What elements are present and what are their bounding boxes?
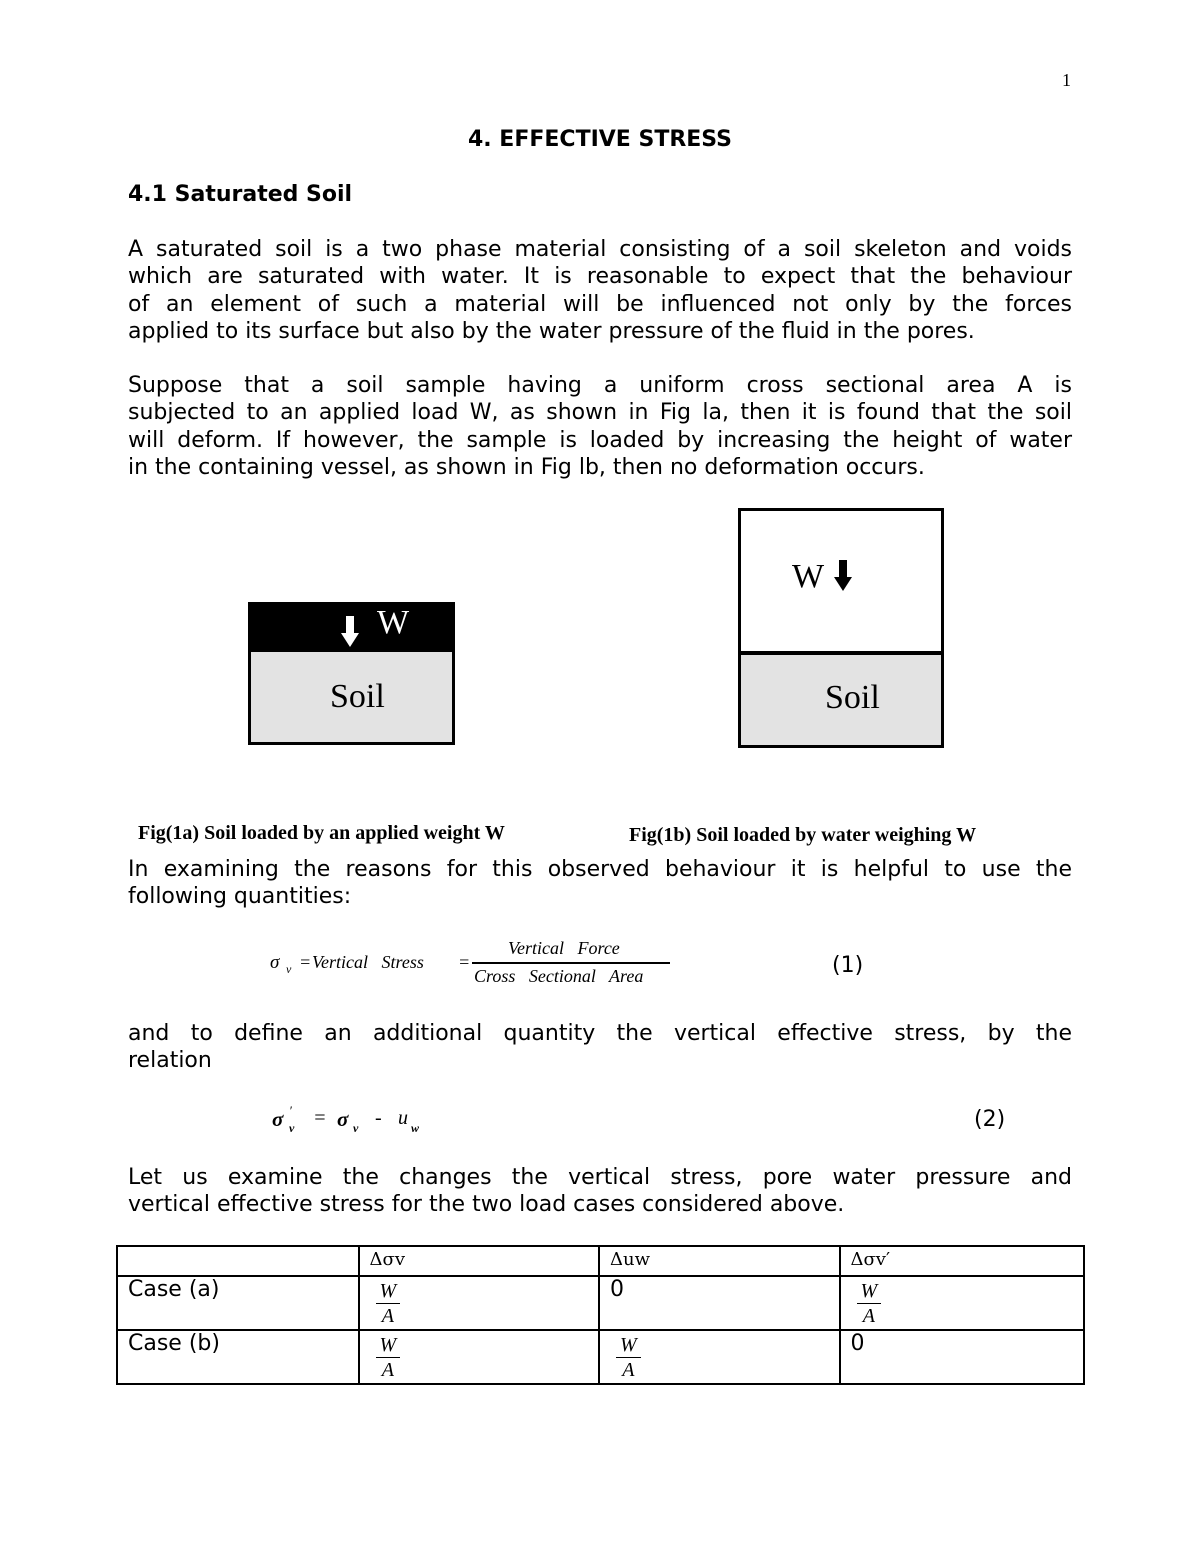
paragraph-quantities — [128, 856, 1072, 911]
weight-label-b: W — [792, 558, 825, 595]
table-cell: 0 — [840, 1330, 1085, 1384]
text-line: Suppose that a soil sample having a uniform cross sectional area A is — [128, 373, 1072, 398]
page-title: 4. EFFECTIVE STRESS — [467, 127, 732, 152]
table-cell — [840, 1276, 1085, 1330]
eq1-sigma: σ — [270, 952, 280, 973]
page-number: 1 — [1062, 70, 1071, 90]
section-title: 4.1 Saturated Soil — [128, 182, 353, 207]
eq2-sigma-prime: σ — [272, 1107, 284, 1131]
text-line: which are saturated with water. It is reasonable to expect that the behaviour — [128, 264, 1072, 290]
row-label: Case (b) — [117, 1330, 359, 1384]
table-cell — [599, 1330, 839, 1384]
text-line: Let us examine the changes the vertical stress, pore water pressure and — [128, 1165, 1072, 1190]
table-header-cell — [117, 1246, 359, 1276]
table-row — [117, 1276, 1084, 1330]
eq1-fraction-bar — [472, 962, 670, 964]
figure-1a-caption: Fig(1a) Soil loaded by an applied weight W — [138, 822, 505, 844]
eq2-prime: ′ — [289, 1103, 292, 1118]
stress-change-table — [116, 1245, 1085, 1385]
fraction — [616, 1333, 641, 1382]
soil-label-a: Soil — [330, 678, 385, 715]
header-delta-uw — [599, 1246, 839, 1276]
soil-label-b: Soil — [825, 679, 880, 716]
table-cell: 0 — [599, 1276, 839, 1330]
fraction — [376, 1333, 401, 1382]
text-line: In examining the reasons for this observed behaviour it is helpful to use the — [128, 857, 1072, 882]
text-line: of an element of such a material will be influenced not only by the forces — [128, 291, 1072, 317]
eq1-equals-2: = — [458, 952, 471, 972]
down-arrow-icon — [833, 560, 853, 592]
table-header-row — [117, 1246, 1084, 1276]
fraction-numerator: W — [376, 1333, 401, 1358]
row-label: Case (a) — [117, 1276, 359, 1330]
text-line: subjected to an applied load W, as shown in Fig la, then it is found that the soil — [128, 400, 1072, 426]
weight-label-a: W — [377, 604, 410, 641]
eq2-u-sub: w — [411, 1121, 420, 1135]
eq1-vertical-stress: Vertical Stress — [312, 952, 424, 972]
fraction-denominator: A — [381, 1359, 394, 1381]
text-line: applied to its surface but also by the water pressure of the fluid in the pores. — [128, 318, 975, 344]
header-text: Δσv — [369, 1249, 405, 1270]
text-line: will deform. If however, the sample is loaded by increasing the height of water — [128, 427, 1072, 453]
table-cell — [359, 1330, 599, 1384]
eq2-sigma-prime-sub: v — [289, 1121, 295, 1135]
fraction-denominator: A — [862, 1305, 875, 1327]
fraction-numerator: W — [616, 1333, 641, 1358]
header-delta-sigma-v — [359, 1246, 599, 1276]
table-cell — [359, 1276, 599, 1330]
header-text: Δσv′ — [850, 1249, 891, 1270]
fraction — [376, 1279, 401, 1328]
eq2-minus: - — [375, 1107, 382, 1129]
eq1-equals: = — [299, 952, 312, 972]
figure-1b-caption: Fig(1b) Soil loaded by water weighing W — [629, 824, 977, 846]
text-line: A saturated soil is a two phase material consisting of a soil skeleton and voids — [128, 237, 1072, 262]
text-line: following quantities: — [128, 884, 352, 910]
text-line: relation — [128, 1048, 212, 1074]
paragraph-effective-stress — [128, 1020, 1072, 1075]
fraction-denominator: A — [381, 1305, 394, 1327]
header-text: Δuw — [610, 1249, 651, 1270]
eq2-equals: = — [313, 1107, 327, 1129]
eq1-denominator: Cross Sectional Area — [474, 966, 644, 986]
eq1-sigma-sub: v — [286, 962, 292, 976]
eq1-numerator: Vertical Force — [508, 938, 620, 958]
soil-water-interface — [741, 651, 941, 655]
eq1-number: (1) — [832, 953, 864, 978]
table-row — [117, 1330, 1084, 1384]
eq2-sigma-sub: v — [353, 1121, 359, 1135]
text-line: in the containing vessel, as shown in Fig lb, then no deformation occurs. — [128, 454, 925, 480]
eq2-sigma: σ — [337, 1107, 349, 1131]
text-line: and to define an additional quantity the vertical effective stress, by the — [128, 1021, 1072, 1046]
paragraph-soil-sample — [128, 372, 1072, 481]
header-delta-sigma-v-prime — [840, 1246, 1085, 1276]
paragraph-load-cases — [128, 1164, 1072, 1219]
eq2-u: u — [398, 1107, 408, 1129]
down-arrow-icon — [340, 616, 360, 648]
paragraph-saturated-soil — [128, 236, 1072, 345]
eq2-number: (2) — [974, 1107, 1006, 1132]
fraction — [857, 1279, 882, 1328]
fraction-numerator: W — [857, 1279, 882, 1304]
fraction-denominator: A — [622, 1359, 635, 1381]
text-line: vertical effective stress for the two load cases considered above. — [128, 1192, 845, 1218]
fraction-numerator: W — [376, 1279, 401, 1304]
